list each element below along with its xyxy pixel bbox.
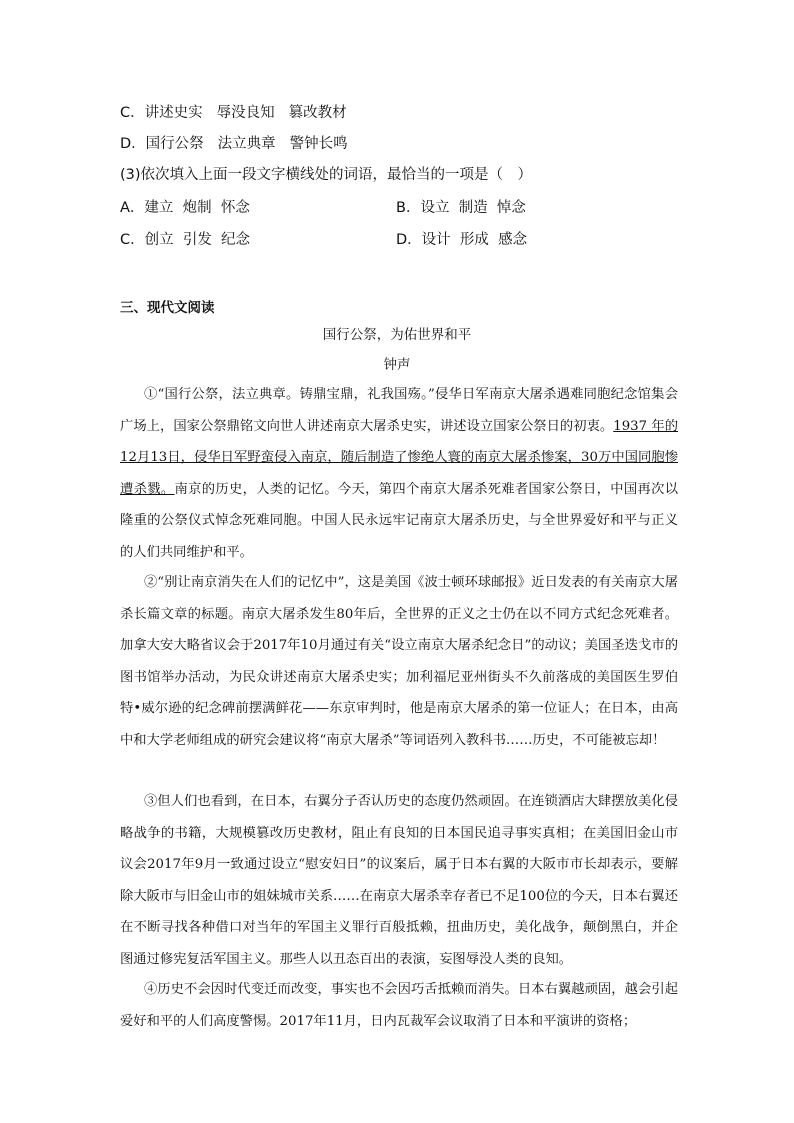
paragraph-1-rest: 南京的历史，人类的记忆。今天，第四个南京大屠杀死难者国家公祭日，中国再次以隆重的公祭仪式悼念死难同胞。中国人民永远牢记南京大屠杀历史，与全世界爱好和平与正义的人们共同维护和平。 [120, 481, 679, 560]
paragraph-4: ④历史不会因时代变迁而改变，事实也不会因巧舌抵赖而消失。日本右翼越顽固，越会引起爱好和平的人们高度警惕。2017年11月，日内瓦裁军会议取消了日本和平演讲的资格； [120, 982, 678, 1029]
paragraph-1-underlined: 1937 年的12月13日，侵华日军野蛮侵入南京，随后制造了惨绝人寰的南京大屠杀惨案，30万中国同胞惨遭杀戮。 [120, 418, 678, 497]
question-3-option-d: D．设计 形成 感念 [396, 232, 528, 248]
paragraph-2: ②“别让南京消失在人们的记忆中”，这是美国《波士顿环球邮报》近日发表的有关南京大屠杀长篇文章的标题。南京大屠杀发生80年后，全世界的正义之士仍在以不同方式纪念死难者。加拿大安大略省议会于2017年10月通过有关“设立南京大屠杀纪念日”的动议；美国圣迭戈市的图书馆举办活动，为民众讲述南京大屠杀史实；加利福尼亚州街头不久前落成的美国医生罗伯特•威尔逊的纪念碑前摆满鲜花——东京审判时，他是南京大屠杀的第一位证人；在日本，由高中和大学老师组成的研究会建议将“南京大屠杀”等词语列入教科书……历史，不可能被忘却！ [120, 575, 678, 748]
option-d-top [120, 132, 348, 153]
option-d-part3: 警钟长鸣 [289, 136, 348, 152]
question-3-option-b: B．设立 制造 悼念 [396, 200, 526, 216]
section-heading: 三、现代文阅读 [120, 300, 215, 316]
article-author: 钟声 [383, 357, 411, 373]
option-c-part1: C．讲述史实 [120, 105, 203, 121]
question-3-option-c: C．创立 引发 纪念 [120, 232, 251, 248]
option-c-part3: 篡改教材 [288, 105, 347, 121]
paragraph-3: ③但人们也看到，在日本，右翼分子否认历史的态度仍然顽固。在连锁酒店大肆摆放美化侵略战争的书籍，大规模篡改历史教材，阻止有良知的日本国民追寻事实真相；在美国旧金山市议会2017年9月一致通过设立“慰安妇日”的议案后，属于日本右翼的大阪市市长却表示，要解除大阪市与旧金山市的姐妹城市关系……在南京大屠杀幸存者已不足100位的今天，日本右翼还在不断寻找各种借口对当年的军国主义罪行百般抵赖，扭曲历史，美化战争，颠倒黑白，并企图通过修宪复活军国主义。那些人以丑态百出的表演，妄图辱没人类的良知。 [120, 794, 678, 967]
option-d-part1: D．国行公祭 [120, 136, 204, 152]
paragraph-1 [120, 379, 678, 568]
article-title: 国行公祭，为佑世界和平 [322, 327, 472, 343]
question-3-option-a: A．建立 炮制 怀念 [120, 200, 250, 216]
question-3-stem: (3)依次填入上面一段文字横线处的词语，最恰当的一项是（ ） [120, 167, 533, 183]
option-c-part2: 辱没良知 [216, 105, 275, 121]
option-c-top [120, 101, 347, 122]
option-d-part2: 法立典章 [217, 136, 276, 152]
paragraph-1-intro: ①“国行公祭，法立典章。铸鼎宝鼎，礼我国殇。”侵华日军南京大屠杀遇难同胞纪念馆集会广场上，国家公祭鼎铭文向世人讲述南京大屠杀史实，讲述设立国家公祭日的初衷。 [120, 387, 678, 434]
